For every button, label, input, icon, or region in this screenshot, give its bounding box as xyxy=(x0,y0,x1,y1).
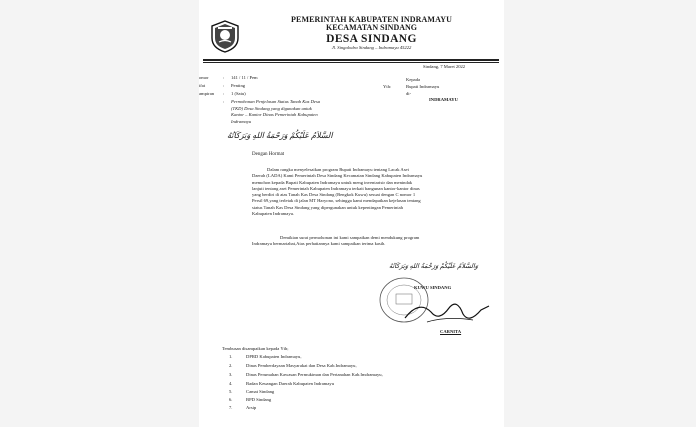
perihal-line: (TKD) Desa Sindang yang digunakan untuk xyxy=(231,105,312,111)
body-line: Daerah (LADA) Kami Pemerintah Desa Sindang Kecamatan Sindang Kabupaten Indramayu xyxy=(252,173,423,179)
perihal-line: Kantor – Kantor Dinas Pemerintah Kabupaten xyxy=(231,112,318,117)
cc-item: Badan Keuangan Daerah Kabupaten Indramayu xyxy=(246,381,335,386)
body-line: Dalam rangka menyelesaikan program Bupati Indramayu tentang Lacak Aset xyxy=(267,167,409,172)
signatory-title: KUWU SINDANG xyxy=(414,285,452,290)
sifat-value: Penting xyxy=(231,83,246,88)
cc-heading: Tembusan disampaikan kepada Yth; xyxy=(222,346,289,351)
meta-colon: : xyxy=(223,99,225,104)
recipient-name: Bupati Indramayu xyxy=(406,84,440,89)
letter-page xyxy=(199,0,504,427)
letter-date: Sindang, 7 Maret 2022 xyxy=(423,64,466,69)
lampiran-label: ampiran xyxy=(199,91,215,96)
recipient-di: di- xyxy=(406,91,412,96)
body-line: memohon kepada Bupati Kabupaten Indramayu untuk meng inventarisir dan menindak xyxy=(252,179,413,185)
signature-icon xyxy=(399,296,494,328)
body-paragraph-1 xyxy=(252,167,484,217)
cc-number: 7. xyxy=(229,405,233,410)
letterhead-rule-thin xyxy=(203,62,499,63)
body-line: Kabupaten Indramayu. xyxy=(252,211,295,217)
cc-number: 1. xyxy=(229,354,233,359)
recipient-yth-label: Yth: xyxy=(383,84,392,89)
letterhead-address: Jl. Singalodra Sindang – Indramayu 45222 xyxy=(331,44,412,50)
letterhead-village: DESA SINDANG xyxy=(326,32,417,45)
body-line: lanjuti tentang aset Pemerintah Kabupaten Indramayu terkait bangunan kantor-kantor dinas xyxy=(252,185,420,191)
lampiran-value: 1 (Satu) xyxy=(231,91,246,96)
perihal-line: Indramayu xyxy=(231,118,252,124)
meta-colon: : xyxy=(223,75,225,80)
right-margin xyxy=(504,0,696,427)
body-paragraph-2 xyxy=(252,235,484,248)
letterhead-district: KECAMATAN SINDANG xyxy=(325,23,418,33)
body-line: Indramayu bermartabat,Atas perhatiannya kami sampaikan terima kasih. xyxy=(252,241,386,247)
cc-number: 6. xyxy=(229,397,233,402)
meta-colon: : xyxy=(223,83,225,88)
nomor-label: omor xyxy=(199,75,209,80)
cc-item: DPRD Kabupaten Indramayu, xyxy=(246,354,302,359)
cc-item: BPD Sindang xyxy=(246,397,272,402)
cc-item: Dinas Perumahan Kawasan Permukiman dan Pertanahan Kab.Imdramayu, xyxy=(246,372,383,377)
sifat-label: ifat xyxy=(199,83,206,88)
perihal-line: Permohonan Penjelasan Status Tanah Kas Desa xyxy=(231,99,321,104)
cc-number: 3. xyxy=(229,372,233,377)
recipient-kepada: Kepada xyxy=(406,77,421,82)
arabic-closing: ﻭَﺍﻟﺴَّﻼَﻡُ ﻋَﻠَﻴْﻜُﻢْ ﻭَﺭَﺣْﻤَﺔُ ﺍﻟﻠﻪِ ﻭَﺑَﺮَﻛَﺎﺗُﻪُ xyxy=(389,263,478,270)
arabic-salutation: ﺍﻟﺴَّﻼَﻡُ ﻋَﻠَﻴْﻜُﻢْ ﻭَﺭَﺣْﻤَﺔُ ﺍﻟﻠﻪِ ﻭَﺑَﺮَﻛَﺎﺗُﻪُ xyxy=(227,131,333,140)
letterhead-rule-thick xyxy=(203,59,499,61)
greeting: Dengan Hormat xyxy=(252,152,285,157)
body-line: Persil 69,yang terletak di jalan MT Haryono, sehingga kami mendapatkan kejelasan tentang xyxy=(252,198,421,204)
body-line: yang berdiri di atas Tanah Kas Desa Sindang (Bengkok Kuwu) sesuai dengan C nomor 1 xyxy=(252,192,416,198)
body-line: status Tanah Kas Desa Sindang yang dipergunakan untuk kepentingan Pemerintah xyxy=(252,204,403,210)
left-margin xyxy=(0,0,199,427)
recipient-place: INDRAMAYU xyxy=(429,97,458,102)
cc-number: 5. xyxy=(229,389,233,394)
cc-number: 4. xyxy=(229,381,233,386)
body-line: Demikian surat permohonan ini kami sampaikan demi mendukung program xyxy=(280,235,420,240)
cc-item: Arsip xyxy=(246,405,257,410)
cc-item: Camat Sindang xyxy=(246,389,275,394)
letterhead xyxy=(249,16,494,51)
cc-item: Dinas Pemberdayaan Masyarakat dan Desa Kab.Indramayu, xyxy=(246,363,357,368)
meta-colon: : xyxy=(223,91,225,96)
cc-number: 2. xyxy=(229,363,233,368)
signatory-name: CARNITA xyxy=(440,329,462,334)
regency-seal-icon xyxy=(210,20,240,53)
nomor-value: 141 / 11 / Pem xyxy=(231,75,258,80)
letterhead-government: PEMERINTAH KABUPATEN INDRAMAYU xyxy=(291,15,452,24)
